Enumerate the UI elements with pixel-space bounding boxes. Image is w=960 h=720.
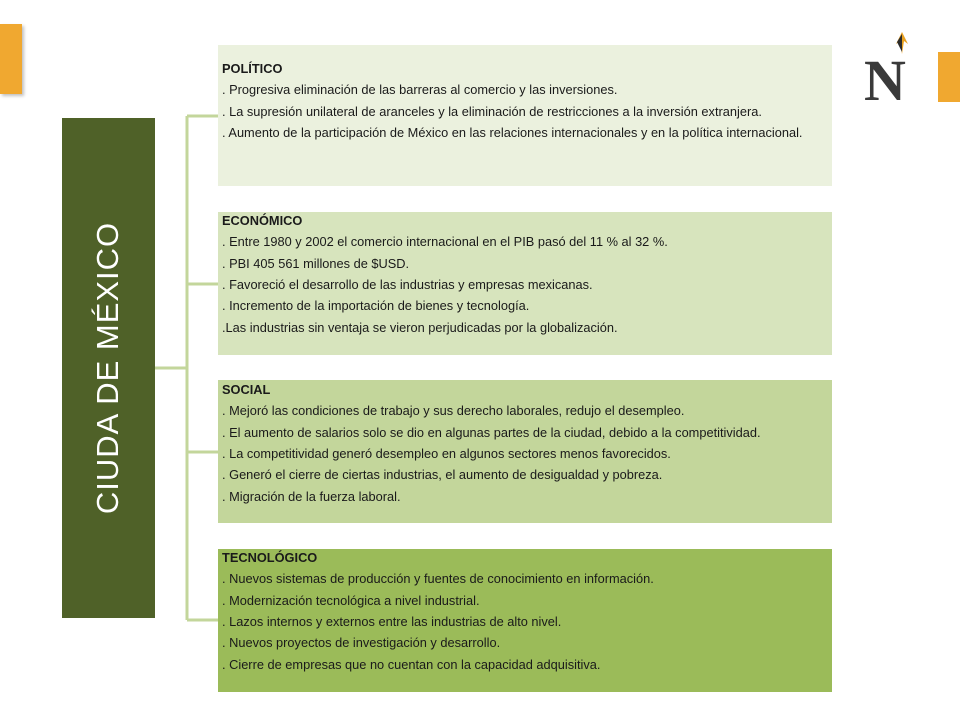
logo-letter: N [864,48,906,106]
branch-item: . PBI 405 561 millones de $USD. [222,255,410,271]
branch-tecnologico [218,549,832,692]
branch-item: . La competitividad generó desempleo en algunos sectores menos favorecidos. [222,446,671,462]
branch-economico [218,212,832,355]
branch-item: . Aumento de la participación de México en las relaciones internacionales y en la política internacional. [222,125,803,141]
branch-item: . Cierre de empresas que no cuentan con la capacidad adquisitiva. [222,656,601,672]
branch-item: .Las industrias sin ventaja se vieron perjudicadas por la globalización. [222,319,618,335]
branch-title: SOCIAL [222,382,271,397]
branch-title: POLÍTICO [222,61,283,76]
branch-item: . Mejoró las condiciones de trabajo y sus derecho laborales, redujo el desempleo. [222,403,685,419]
branch-item: . Nuevos sistemas de producción y fuentes de conocimiento en información. [222,571,654,587]
branch-title: TECNOLÓGICO [222,550,318,565]
branch-item: . Migración de la fuerza laboral. [222,488,401,504]
branch-politico [218,45,832,186]
branch-item: . Lazos internos y externos entre las industrias de alto nivel. [222,614,562,630]
branch-item: . Modernización tecnológica a nivel industrial. [222,592,480,608]
branch-title: ECONÓMICO [222,213,303,228]
branch-item: . Nuevos proyectos de investigación y desarrollo. [222,635,501,651]
branch-item: . Progresiva eliminación de las barreras al comercio y las inversiones. [222,82,618,98]
root-label: CIUDA DE MÉXICO [90,221,125,515]
branch-item: . El aumento de salarios solo se dio en algunas partes de la ciudad, debido a la competitividad. [222,424,761,440]
branch-item: . La supresión unilateral de aranceles y la eliminación de restricciones a la inversión extranjera. [222,103,762,119]
branch-item: . Entre 1980 y 2002 el comercio internacional en el PIB pasó del 11 % al 32 %. [222,234,668,250]
branch-item: . Generó el cierre de ciertas industrias, el aumento de desigualdad y pobreza. [222,467,663,483]
branch-item: . Incremento de la importación de bienes y tecnología. [222,298,530,314]
branch-item: . Favoreció el desarrollo de las industrias y empresas mexicanas. [222,277,593,293]
branch-social [218,380,832,523]
